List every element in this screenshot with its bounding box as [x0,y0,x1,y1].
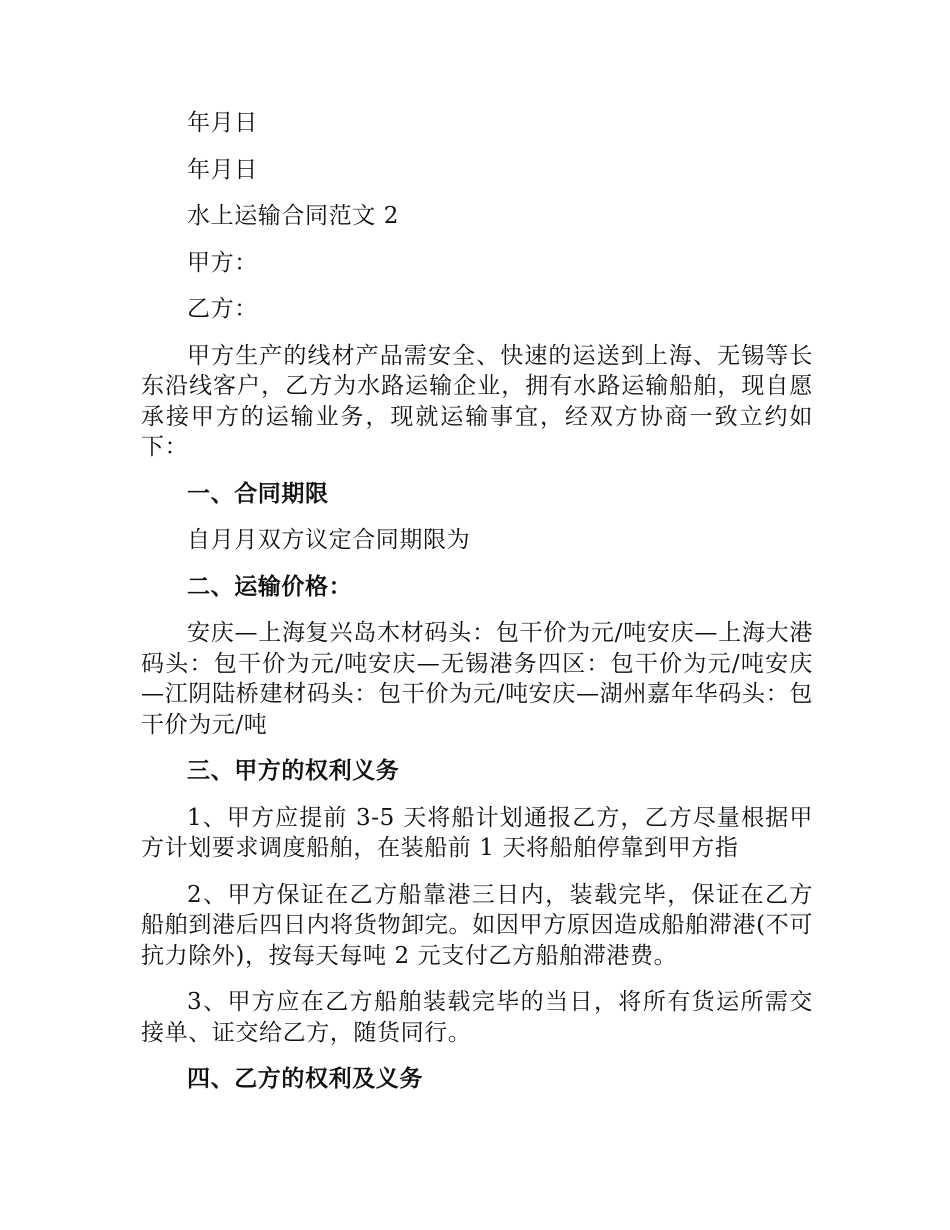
section-paragraph: 安庆—上海复兴岛木材码头：包干价为元/吨安庆—上海大港码头：包干价为元/吨安庆—无锡港务四区：包干价为元/吨安庆—江阴陆桥建材码头：包干价为元/吨安庆—湖州嘉年华码头：包干价为元/吨 [141,620,813,738]
section-heading: 三、甲方的权利义务 [187,758,400,784]
date-line: 年月日 [187,156,258,183]
section-heading: 二、运输价格： [187,573,353,600]
party-a-label: 甲方： [187,249,258,276]
intro-paragraph: 甲方生产的线材产品需安全、快速的运送到上海、无锡等长东沿线客户，乙方为水路运输企业，拥有水路运输船舶，现自愿承接甲方的运输业务，现就运输事宜，经双方协商一致立约如下： [141,342,813,460]
section-heading: 四、乙方的权利及义务 [187,1066,423,1092]
section-paragraph: 3、甲方应在乙方船舶装载完毕的当日，将所有货运所需交接单、证交给乙方，随货同行。 [141,989,813,1046]
section-paragraph: 2、甲方保证在乙方船靠港三日内，装载完毕，保证在乙方船舶到港后四日内将货物卸完。如因甲方原因造成船舶滞港(不可抗力除外)，按每天每吨 2 元支付乙方船舶滞港费。 [141,881,813,969]
section-paragraph: 1、甲方应提前 3-5 天将船计划通报乙方，乙方尽量根据甲方计划要求调度船舶，在装船前 1 天将船舶停靠到甲方指 [141,804,813,861]
document-body [141,108,813,1111]
party-b-label: 乙方： [187,296,258,322]
section-paragraph: 自月月双方议定合同期限为 [187,527,471,553]
document-title: 水上运输合同范文 2 [187,203,399,229]
date-line: 年月日 [187,110,258,136]
section-heading: 一、合同期限 [187,480,329,507]
